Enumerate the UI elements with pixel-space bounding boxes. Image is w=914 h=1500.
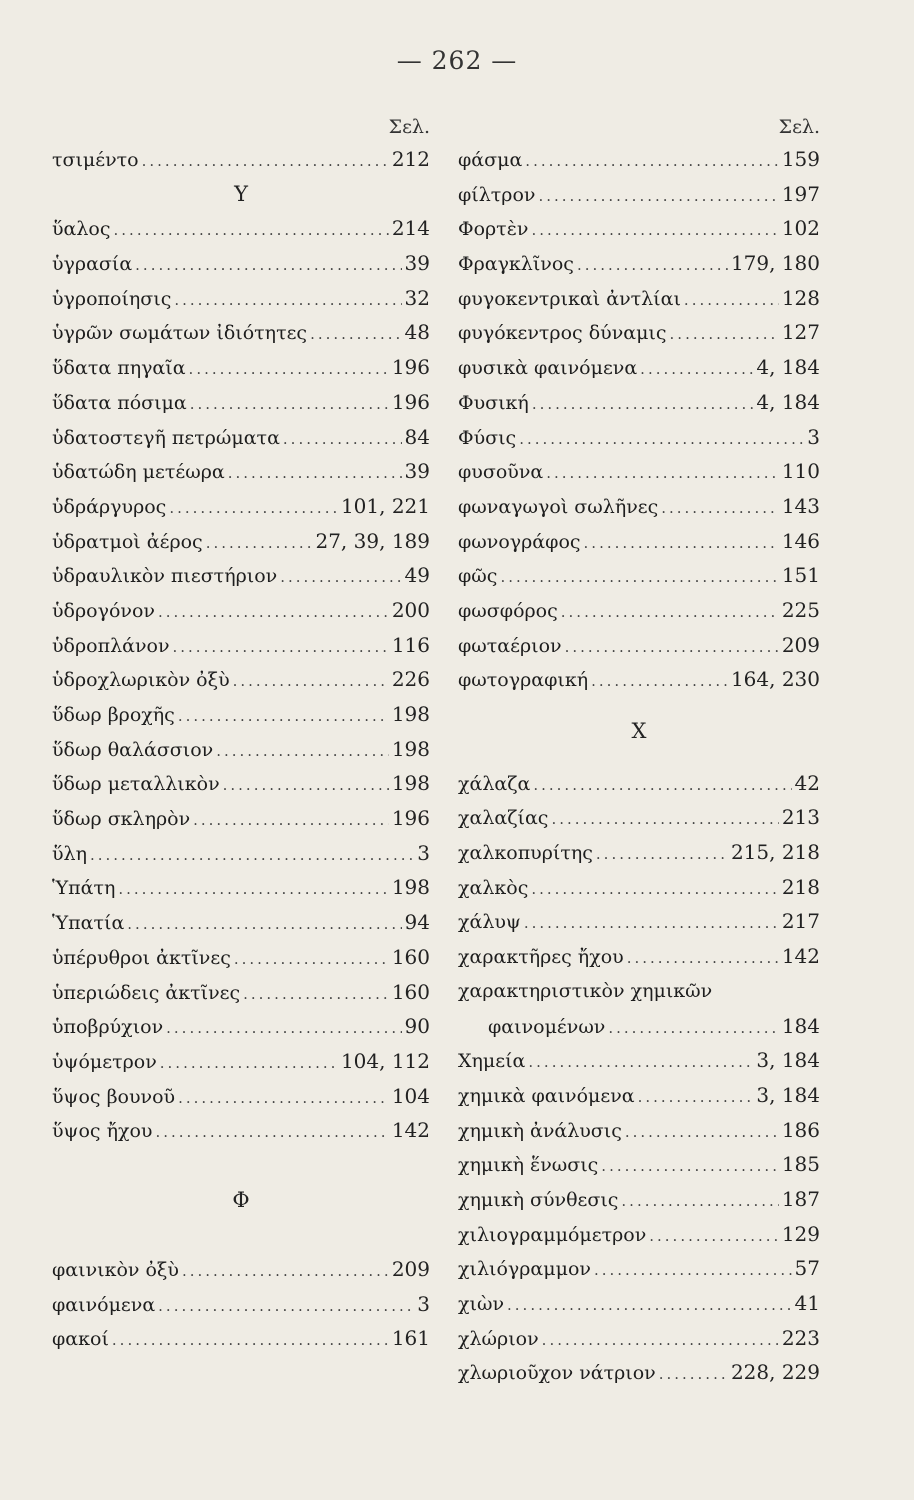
- index-entry: [52, 940, 430, 975]
- index-page-numbers: 198: [391, 875, 430, 900]
- index-page-numbers: 226: [391, 667, 430, 692]
- index-entry: [458, 558, 820, 593]
- dot-leader: [166, 1011, 401, 1044]
- index-term: ὑδρατμοὶ ἀέρος: [52, 530, 203, 553]
- index-page-numbers: 104, 112: [340, 1048, 430, 1073]
- dot-leader: [670, 317, 779, 350]
- dot-leader: [155, 1115, 388, 1148]
- index-page-numbers: 101, 221: [340, 493, 430, 518]
- index-page-numbers: 128: [781, 285, 820, 310]
- index-term: χημικὰ φαινόμενα: [458, 1084, 635, 1107]
- page-column-header: Σελ.: [388, 116, 430, 138]
- dot-leader: [577, 248, 728, 281]
- index-entry: [458, 1355, 820, 1390]
- index-term: Ὑπάτη: [52, 877, 116, 900]
- dot-leader: [519, 422, 804, 455]
- dot-leader: [638, 1080, 754, 1113]
- index-entry: [52, 524, 430, 559]
- index-term: ὕλη: [52, 842, 87, 865]
- index-term: φακοί: [52, 1328, 109, 1351]
- dot-leader: [596, 837, 728, 870]
- index-term: φωναγωγοὶ σωλῆνες: [458, 495, 659, 518]
- dot-leader: [542, 1323, 779, 1356]
- index-page-numbers: 209: [781, 632, 820, 657]
- index-term: ὑποβρύχιον: [52, 1016, 164, 1039]
- dot-leader: [565, 630, 779, 663]
- index-entry: [52, 315, 430, 350]
- dot-leader: [190, 387, 389, 420]
- index-page-numbers: 198: [391, 771, 430, 796]
- index-page-numbers: 179, 180: [730, 251, 820, 276]
- index-term: χαλαζίας: [458, 807, 549, 830]
- index-page-numbers: 143: [781, 493, 820, 518]
- index-page-numbers: 215, 218: [730, 840, 820, 865]
- index-entry: [458, 1321, 820, 1356]
- index-page-numbers: 196: [391, 389, 430, 414]
- index-page-numbers: 3: [417, 1291, 430, 1316]
- index-page-numbers: 212: [391, 147, 430, 171]
- index-page-numbers: 198: [391, 736, 430, 761]
- index-entry: [52, 628, 430, 663]
- index-column-left: [52, 112, 430, 1356]
- index-term: φάσμα: [458, 149, 523, 171]
- dot-leader: [524, 906, 779, 939]
- index-page-numbers: 214: [391, 216, 430, 241]
- index-entry: [458, 211, 820, 246]
- index-page-numbers: 27, 39, 189: [315, 528, 430, 553]
- index-term: φωταέριον: [458, 634, 562, 657]
- index-entry: [458, 489, 820, 524]
- dot-leader: [608, 1011, 778, 1044]
- dot-leader: [659, 1357, 728, 1390]
- dot-leader: [193, 803, 389, 836]
- index-entry: [458, 454, 820, 489]
- index-term: χαλκὸς: [458, 876, 529, 899]
- index-entry: [52, 1079, 430, 1114]
- index-term: ὑπεριώδεις ἀκτῖνες: [52, 981, 241, 1004]
- index-entry: [458, 835, 820, 870]
- index-term: τσιμέντο: [52, 149, 139, 171]
- dot-leader: [627, 941, 779, 974]
- index-page-numbers: 198: [391, 702, 430, 726]
- index-page-numbers: 32: [404, 285, 430, 310]
- dot-leader: [228, 456, 402, 489]
- index-term: χαρακτηριστικὸν χημικῶν: [458, 979, 713, 1002]
- index-page-numbers: 39: [404, 459, 430, 484]
- index-page-numbers: 42: [794, 770, 820, 795]
- index-entry: [458, 1009, 820, 1044]
- index-term: φαινικὸν ὀξὺ: [52, 1259, 179, 1281]
- index-page-numbers: 196: [391, 806, 430, 831]
- spacer: [458, 749, 820, 766]
- index-term: Χημεία: [458, 1050, 526, 1073]
- dot-leader: [649, 1219, 779, 1252]
- index-page-numbers: 39: [404, 251, 430, 276]
- index-page-numbers: 187: [781, 1186, 820, 1211]
- index-entry: [458, 628, 820, 663]
- index-page-numbers: 228, 229: [730, 1360, 820, 1385]
- index-page-numbers: 116: [391, 632, 430, 657]
- index-page-numbers: 84: [404, 424, 430, 449]
- index-page-numbers: 127: [781, 320, 820, 345]
- index-entry: [458, 350, 820, 385]
- index-page-numbers: 90: [404, 1014, 430, 1039]
- dot-leader: [135, 248, 401, 281]
- index-term: χημικὴ ἀνάλυσις: [458, 1119, 622, 1142]
- index-page-numbers: 129: [781, 1221, 820, 1246]
- index-page-numbers: 218: [781, 874, 820, 899]
- dot-leader: [546, 456, 779, 489]
- index-entry: [458, 1251, 820, 1286]
- index-page-numbers: 3, 184: [756, 1082, 820, 1107]
- index-entry: [458, 385, 820, 420]
- index-page-numbers: 57: [794, 1256, 820, 1281]
- index-term: φωνογράφος: [458, 530, 581, 553]
- index-term: χιλιόγραμμον: [458, 1258, 591, 1281]
- index-term: χημικὴ σύνθεσις: [458, 1188, 619, 1211]
- index-term: ὕδωρ σκληρὸν: [52, 808, 191, 831]
- index-entry: [52, 281, 430, 316]
- dot-leader: [112, 1323, 389, 1356]
- dot-leader: [178, 699, 389, 732]
- index-entry: [52, 1044, 430, 1079]
- index-entry: [458, 939, 820, 974]
- index-page-numbers: 142: [391, 1118, 430, 1143]
- index-entry: [458, 904, 820, 939]
- letter-heading-upsilon: Υ: [234, 181, 248, 206]
- index-page-numbers: 4, 184: [756, 389, 820, 414]
- dot-leader: [584, 526, 779, 559]
- index-page-numbers: 161: [391, 1326, 430, 1351]
- dot-leader: [173, 630, 389, 663]
- index-term: ὑδροπλάνον: [52, 634, 170, 657]
- index-entry: [458, 766, 820, 801]
- index-entry: [458, 142, 820, 177]
- dot-leader: [233, 664, 389, 697]
- index-page-numbers: 102: [781, 216, 820, 241]
- index-page-numbers: 94: [404, 910, 430, 935]
- index-entry: [458, 662, 820, 697]
- dot-leader: [189, 352, 389, 385]
- dot-leader: [169, 491, 338, 524]
- index-entry: [458, 1078, 820, 1113]
- spacer: [52, 1217, 430, 1252]
- index-term: ὑγρῶν σωμάτων ἰδιότητες: [52, 322, 308, 345]
- index-entry: [52, 558, 430, 593]
- index-entry: [458, 420, 820, 455]
- index-term: ὑπέρυθροι ἀκτῖνες: [52, 946, 231, 969]
- page-number: — 262 —: [396, 46, 518, 75]
- index-term: ὕδωρ βροχῆς: [52, 704, 175, 726]
- dot-leader: [625, 1115, 779, 1148]
- index-term: φαινόμενα: [52, 1293, 156, 1316]
- dot-leader: [283, 422, 402, 455]
- dot-leader: [591, 664, 728, 697]
- dot-leader: [158, 1289, 414, 1322]
- index-page-numbers: 110: [781, 459, 820, 484]
- index-page-numbers: 197: [781, 181, 820, 206]
- dot-leader: [206, 526, 313, 559]
- index-entry: [52, 142, 430, 177]
- dot-leader: [500, 560, 778, 593]
- index-entry: [458, 315, 820, 350]
- index-entry: [458, 1217, 820, 1252]
- index-page-numbers: 4, 184: [756, 355, 820, 380]
- index-entry: [52, 593, 430, 628]
- index-term: ὕδωρ μεταλλικὸν: [52, 773, 220, 796]
- index-term: φωσφόρος: [458, 599, 558, 622]
- index-term: χιὼν: [458, 1293, 505, 1315]
- index-term: ὑδραυλικὸν πιεστήριον: [52, 565, 278, 588]
- index-page-numbers: 3, 184: [756, 1048, 820, 1073]
- dot-leader: [243, 977, 389, 1010]
- index-page-numbers: 159: [781, 147, 820, 171]
- dot-leader: [525, 144, 779, 177]
- index-term: φυσοῦνα: [458, 461, 544, 484]
- index-entry: [458, 800, 820, 835]
- index-page-numbers: 185: [781, 1152, 820, 1177]
- index-page-numbers: 164, 230: [730, 667, 820, 692]
- index-entry: [52, 385, 430, 420]
- index-entry: [52, 454, 430, 489]
- index-term: ὑδατώδη μετέωρα: [52, 461, 225, 484]
- index-term: ὕαλος: [52, 218, 111, 241]
- index-page-numbers: 186: [781, 1117, 820, 1142]
- dot-leader: [216, 734, 389, 767]
- index-term: φίλτρον: [458, 183, 536, 206]
- index-page-numbers: 196: [391, 355, 430, 380]
- index-page-numbers: 104: [391, 1083, 430, 1108]
- dot-leader: [528, 1045, 753, 1078]
- index-term: φυγόκεντρος δύναμις: [458, 322, 667, 345]
- index-term: χλώριον: [458, 1327, 539, 1350]
- dot-leader: [684, 283, 779, 316]
- dot-leader: [601, 1149, 779, 1182]
- index-entry: [52, 801, 430, 836]
- page-column-header: Σελ.: [778, 116, 820, 138]
- index-entry: [52, 1113, 430, 1148]
- index-page-numbers: 41: [794, 1291, 820, 1315]
- index-entry: [52, 1009, 430, 1044]
- index-entry: [52, 732, 430, 767]
- index-term: φῶς: [458, 565, 498, 588]
- index-term: ὑδράργυρος: [52, 495, 167, 518]
- dot-leader: [661, 491, 779, 524]
- index-term: φυγοκεντρικαὶ ἀντλίαι: [458, 287, 681, 310]
- index-term: ὕδωρ θαλάσσιον: [52, 738, 214, 761]
- dot-leader: [507, 1288, 792, 1321]
- index-entry: [458, 1147, 820, 1182]
- index-page-numbers: 142: [781, 944, 820, 969]
- index-term: Φορτὲν: [458, 218, 529, 241]
- index-column-right: [458, 112, 820, 1390]
- dot-leader: [310, 317, 401, 350]
- dot-leader: [178, 1081, 389, 1114]
- index-entry: [52, 211, 430, 246]
- index-term: ὕψος βουνοῦ: [52, 1085, 176, 1108]
- index-term: χλωριοῦχον νάτριον: [458, 1362, 656, 1385]
- index-page-numbers: 217: [781, 909, 820, 934]
- index-entry: [458, 974, 820, 1009]
- spacer: [458, 697, 820, 714]
- index-term: φαινομένων: [488, 1015, 606, 1038]
- index-term: ὑγροποίησις: [52, 287, 172, 310]
- dot-leader: [551, 802, 778, 835]
- index-entry: [52, 836, 430, 871]
- index-entry: [52, 246, 430, 281]
- index-term: Ὑπατία: [52, 912, 125, 935]
- index-term: χαλκοπυρίτης: [458, 842, 593, 865]
- index-term: χαρακτῆρες ἤχου: [458, 946, 624, 969]
- index-entry: [458, 1286, 820, 1321]
- dot-leader: [280, 560, 401, 593]
- dot-leader: [531, 213, 778, 246]
- index-entry: [52, 697, 430, 732]
- index-entry: [52, 975, 430, 1010]
- index-entry: [458, 246, 820, 281]
- index-entry: [52, 766, 430, 801]
- index-entry: [52, 489, 430, 524]
- index-term: Φύσις: [458, 426, 517, 449]
- spacer: [52, 1148, 430, 1183]
- index-term: φωτογραφική: [458, 669, 589, 692]
- index-entry: [458, 1182, 820, 1217]
- index-page-numbers: 48: [404, 320, 430, 345]
- dot-leader: [158, 595, 389, 628]
- index-page-numbers: 160: [391, 944, 430, 969]
- index-page-numbers: 223: [781, 1325, 820, 1350]
- dot-leader: [532, 387, 754, 420]
- dot-leader: [160, 1046, 338, 1079]
- dot-leader: [223, 768, 389, 801]
- index-entry: [458, 593, 820, 628]
- dot-leader: [538, 179, 778, 212]
- dot-leader: [127, 907, 401, 940]
- index-entry: [458, 1113, 820, 1148]
- dot-leader: [561, 595, 779, 628]
- index-term: φυσικὰ φαινόμενα: [458, 357, 638, 380]
- index-page-numbers: 213: [781, 805, 820, 830]
- dot-leader: [640, 352, 753, 385]
- index-page-numbers: 225: [781, 597, 820, 622]
- dot-leader: [531, 872, 778, 905]
- index-term: χιλιογραμμόμετρον: [458, 1223, 647, 1246]
- index-term: ὑδατοστεγῆ πετρώματα: [52, 426, 280, 449]
- index-entry: [52, 905, 430, 940]
- index-term: Φυσική: [458, 391, 529, 414]
- dot-leader: [234, 942, 389, 975]
- index-page-numbers: 146: [781, 528, 820, 553]
- index-entry: [52, 870, 430, 905]
- index-term: χάλυψ: [458, 911, 521, 934]
- index-page-numbers: 184: [781, 1013, 820, 1038]
- index-page-numbers: 209: [391, 1257, 430, 1281]
- index-entry: [458, 524, 820, 559]
- dot-leader: [182, 1254, 389, 1287]
- index-entry: [52, 350, 430, 385]
- index-term: ὕδατα πόσιμα: [52, 391, 187, 414]
- index-page-numbers: 3: [417, 840, 430, 865]
- index-page-numbers: 3: [807, 424, 820, 449]
- index-page-numbers: 151: [781, 563, 820, 588]
- dot-leader: [594, 1253, 792, 1286]
- index-term: ὑγρασία: [52, 253, 133, 276]
- index-term: ὑδροχλωρικὸν ὀξὺ: [52, 669, 230, 692]
- index-entry: [52, 1252, 430, 1287]
- index-term: χημικὴ ἕνωσις: [458, 1154, 599, 1177]
- dot-leader: [114, 213, 389, 246]
- letter-heading-phi: Φ: [232, 1187, 250, 1212]
- index-page-numbers: 160: [391, 979, 430, 1004]
- index-term: χάλαζα: [458, 772, 531, 795]
- dot-leader: [621, 1184, 778, 1217]
- letter-heading-chi: Χ: [631, 719, 647, 743]
- index-entry: [458, 177, 820, 212]
- index-entry: [458, 281, 820, 316]
- index-term: ὑψόμετρον: [52, 1050, 157, 1073]
- index-page-numbers: 49: [404, 563, 430, 588]
- index-term: Φραγκλῖνος: [458, 253, 574, 276]
- dot-leader: [174, 283, 401, 316]
- index-term: ὕψος ἤχου: [52, 1120, 153, 1143]
- dot-leader: [90, 838, 414, 871]
- index-page-numbers: 200: [391, 597, 430, 622]
- index-term: ὕδατα πηγαῖα: [52, 357, 186, 380]
- dot-leader: [142, 144, 389, 177]
- index-entry: [52, 1321, 430, 1356]
- index-entry: [52, 1287, 430, 1322]
- dot-leader: [533, 768, 791, 801]
- dot-leader: [118, 872, 388, 905]
- index-entry: [52, 662, 430, 697]
- index-entry: [458, 1043, 820, 1078]
- index-term: ὑδρογόνον: [52, 599, 155, 622]
- index-entry: [458, 870, 820, 905]
- index-entry: [52, 420, 430, 455]
